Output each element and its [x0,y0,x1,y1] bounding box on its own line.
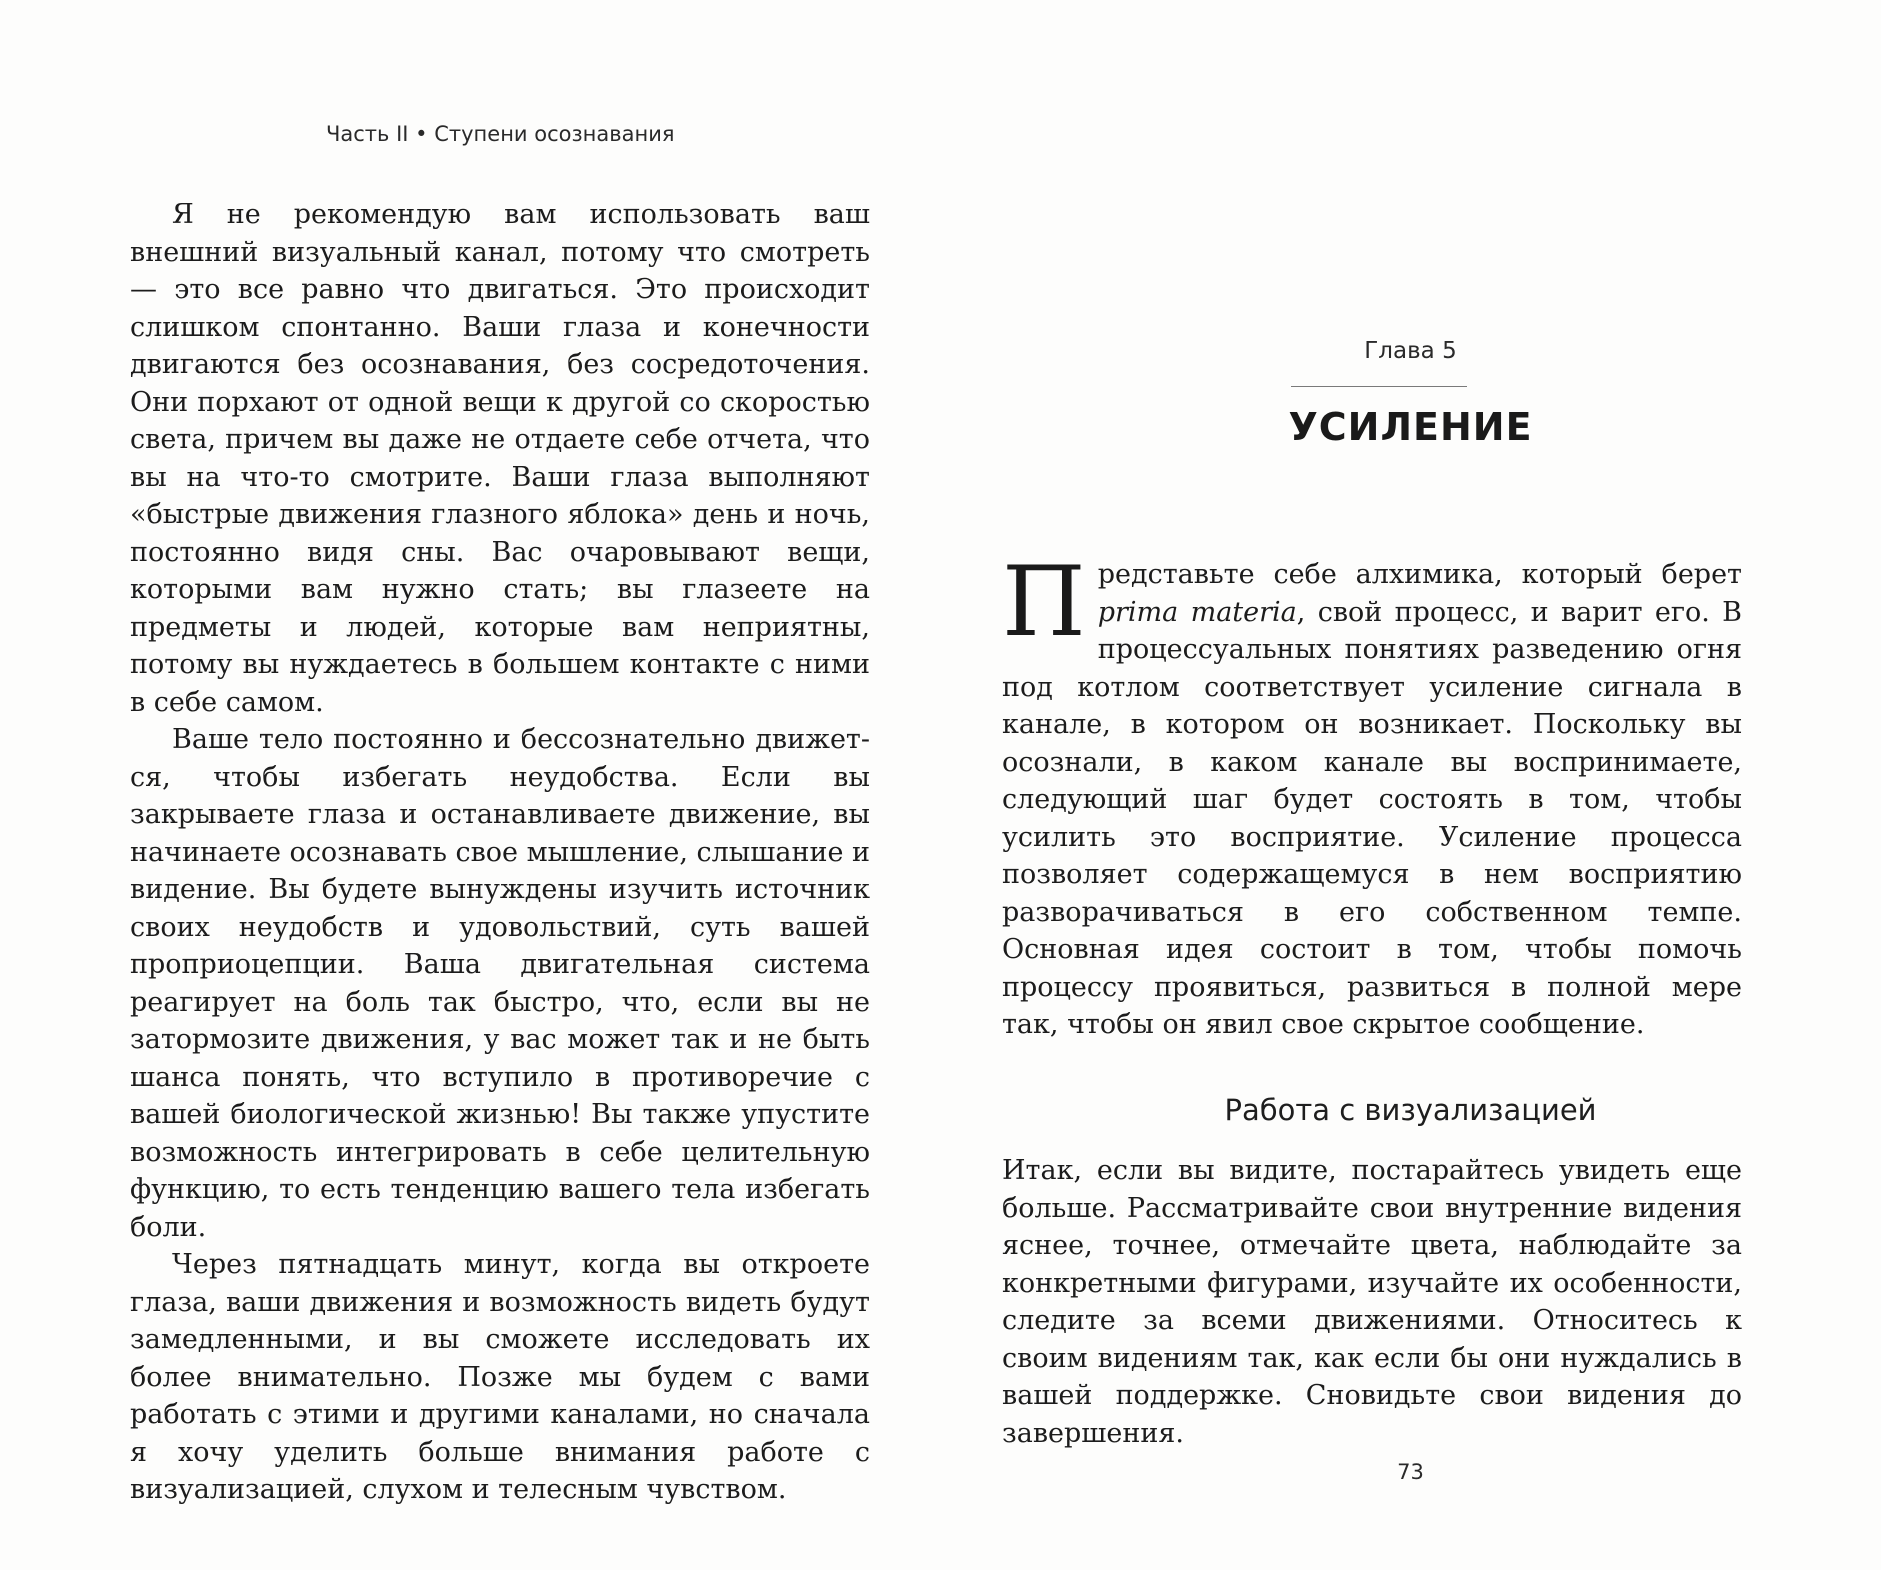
left-page [0,0,940,1570]
chapter-divider [1291,386,1467,387]
paragraph: Я не рекомендую вам использовать ваш внешний визуальный канал, потому что смотреть — это все равно что двигаться. Это происходит слишком спонтанно. Ваши глаза и конечности двигаются без осознавания, без сосредоточения. Они порхают от одной вещи к другой со скоростью света, причем вы даже не отдаете себе отчета, что вы на что-то смотрите. Ваши глаза выполняют «быстрые движения глазного яблока» день и ночь, постоянно видя сны. Вас очаровывают вещи, которыми вам нужно стать; вы глазеете на предметы и людей, которые вам неприятны, потому вы нуждаетесь в большем контакте с ними в себе самом. [130,199,870,718]
running-head: Часть II • Ступени осознавания [326,122,675,146]
chapter-label: Глава 5 [1364,338,1457,364]
page-number: 73 [1397,1460,1424,1484]
paragraph: Итак, если вы видите, постарайтесь увидеть еще больше. Рассматривайте свои внутренние видения яснее, точнее, отмечайте цвета, наблюдайте за конкретными фигурами, изучайте их особенности, следите за всеми движениями. Относитесь к своим видениям так, как если бы они нуждались в вашей поддержке. Сновидьте свои видения до завершения. [1002,1155,1742,1449]
section-heading: Работа с визуализацией [1224,1093,1597,1127]
left-page-body [130,196,870,1509]
intro-paragraph [1002,546,1742,1044]
intro-text-start: редставьте себе алхимика, который берет [1097,559,1742,590]
intro-text-end: , свой процесс, и варит его. В процессуальных понятиях разведению огня под котлом соответствует усиление сигнала в канале, в котором он возникает. Поскольку вы осознали, в каком канале вы воспринимаете, следующий шаг будет состоять в том, чтобы усилить это восприятие. Усиление процесса позволяет содержащемуся в нем восприятию разворачиваться в его собственном темпе. Основная идея состоит в том, чтобы помочь процессу проявиться, развиться в полной мере так, чтобы он явил свое скрытое сообщение. [1002,596,1742,1040]
intro-italic-term: prima materia [1097,596,1297,628]
section-body [1002,1152,1742,1452]
paragraph: Ваше тело постоянно и бессознательно движется, чтобы избегать неудобства. Если вы закрываете глаза и останавливаете движение, вы начинаете осознавать свое мышление, слышание и видение. Вы будете вынуждены изучить источник своих неудобств и удовольствий, суть вашей проприоцепции. Ваша двигательная система реагирует на боль так быстро, что, если вы не затормозите движения, у вас может так и не быть шанса понять, что вступило в противоречие с вашей биологической жизнью! Вы также упустите возможность интегрировать в себе целительную функцию, то есть тенденцию вашего тела избегать боли. [130,724,870,1243]
paragraph: Через пятнадцать минут, когда вы откроете глаза, ваши движения и возможность видеть будут замедленными, и вы сможете исследовать их более внимательно. Позже мы будем с вами работать с этими и другими каналами, но сначала я хочу уделить больше внимания работе с визуализацией, слухом и телесным чувством. [130,1249,870,1505]
chapter-title: УСИЛЕНИЕ [1288,405,1533,449]
chapter-intro [1002,546,1742,1044]
drop-cap: П [1002,546,1086,658]
right-page [940,0,1881,1570]
